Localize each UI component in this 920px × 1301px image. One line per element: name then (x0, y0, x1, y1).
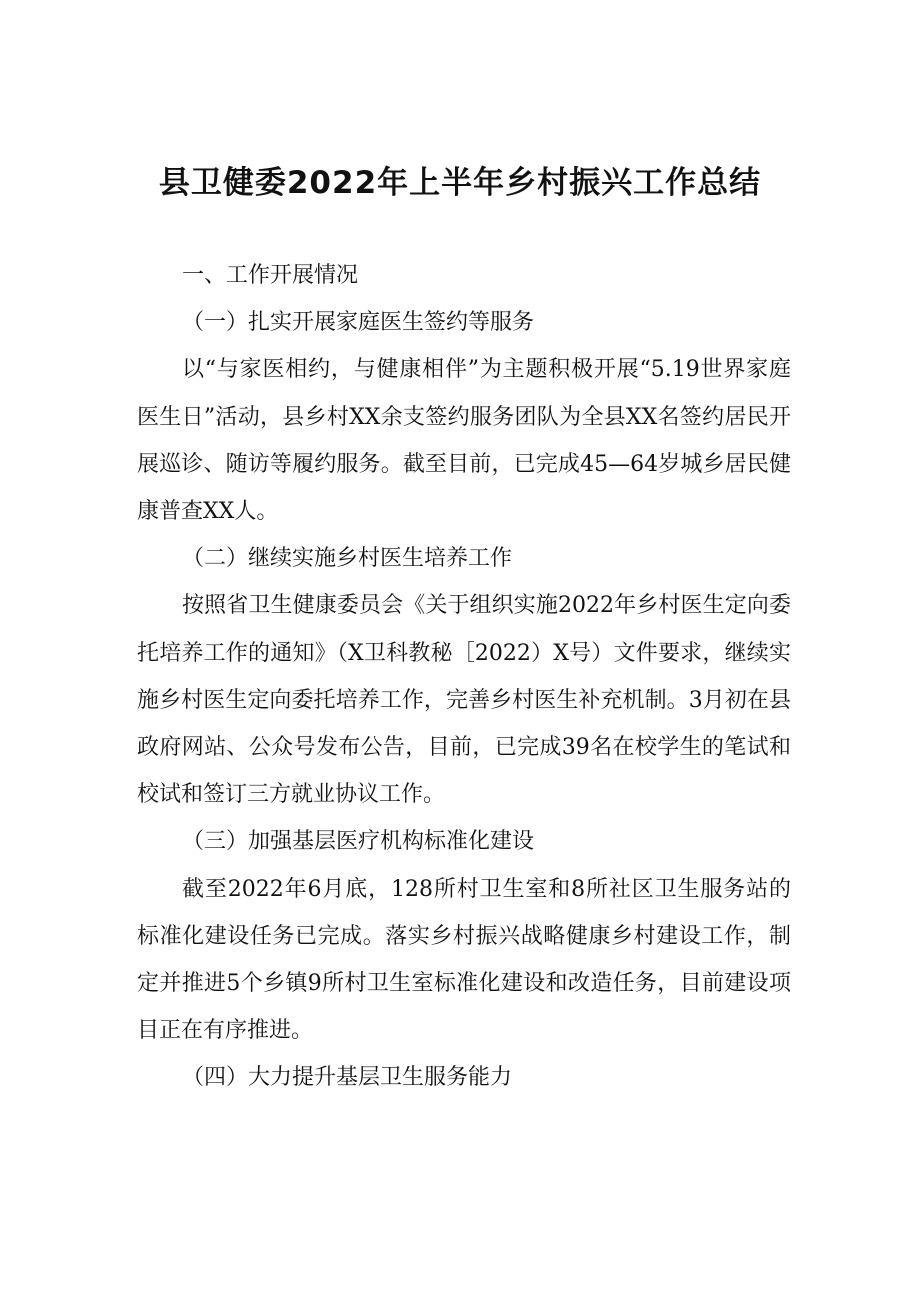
subsection-heading-4: （四）大力提升基层卫生服务能力 (182, 1065, 513, 1091)
paragraph-2: 按照省卫生健康委员会《关于组织实施2022年乡村医生定向委托培养工作的通知》（X卫科教秘［2022）X号）文件要求，继续实施乡村医生定向委托培养工作，完善乡村医生补充机制。3月初在县政府网站、公众号发布公告，目前，已完成39名在校学生的笔试和校试和签订三方就业协议工作。 (137, 593, 791, 808)
section-heading: 一、工作开展情况 (182, 263, 359, 288)
paragraph-3: 截至2022年6月底，128所村卫生室和8所社区卫生服务站的标准化建设任务已完成。落实乡村振兴战略健康乡村建设工作，制定并推进5个乡镇9所村卫生室标准化建设和改造任务，目前建设项目正在有序推进。 (137, 876, 791, 1044)
paragraph-1: 以“与家医相约，与健康相伴”为主题积极开展“5.19世界家庭医生日”活动，县乡村XX余支签约服务团队为全县XX名签约居民开展巡诊、随访等履约服务。截至目前，已完成45—64岁城乡居民健康普查XX人。 (137, 357, 791, 525)
document-title: 县卫健委2022年上半年乡村振兴工作总结 (158, 165, 762, 201)
subsection-heading-1: （一）扎实开展家庭医生签约等服务 (182, 310, 535, 336)
subsection-heading-3: （三）加强基层医疗机构标准化建设 (182, 829, 535, 855)
document-body (137, 252, 791, 1102)
subsection-heading-2: （二）继续实施乡村医生培养工作 (182, 546, 513, 572)
